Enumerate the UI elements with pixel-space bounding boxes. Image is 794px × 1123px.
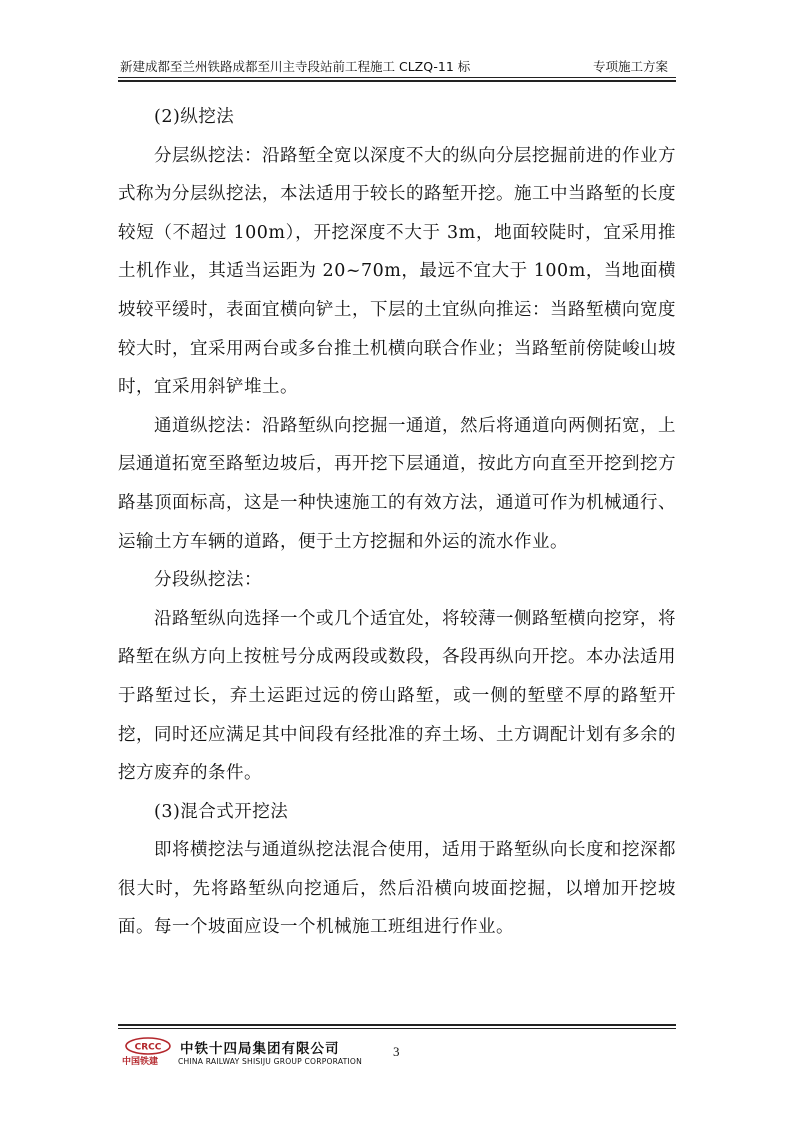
company-name-cn: 中铁十四局集团有限公司	[180, 1041, 340, 1057]
paragraph-segment-heading: 分段纵挖法：	[154, 570, 262, 591]
paragraph-mixed-excavation: 即将横挖法与通道纵挖法混合使用，适用于路堑纵向长度和挖深都很大时，先将路堑纵向挖通后，然后沿横向坡面挖掘，以增加开挖坡面。每一个坡面应设一个机械施工班组进行作业。	[118, 840, 676, 938]
section-heading-mixed: (3)混合式开挖法	[154, 801, 289, 822]
header-rule	[118, 77, 676, 78]
document-body	[118, 98, 676, 947]
footer-rule-thick	[118, 1024, 676, 1026]
footer-rule	[118, 1028, 676, 1029]
page-number: 3	[393, 1044, 400, 1059]
page-header	[118, 57, 676, 75]
header-document-type: 专项施工方案	[592, 59, 668, 74]
paragraph-channel-excavation: 通道纵挖法：沿路堑纵向挖掘一通道，然后将通道向两侧拓宽，上层通道拓宽至路堑边坡后，再开挖下层通道，按此方向直至开挖到挖方路基顶面标高，这是一种快速施工的有效方法，通道可作为机械通行、运输土方车辆的道路，便于土方挖掘和外运的流水作业。	[118, 415, 676, 552]
company-name-en: CHINA RAILWAY SHISIJU GROUP CORPORATION	[178, 1057, 362, 1066]
logo-subtitle: 中国铁建	[122, 1057, 159, 1067]
paragraph-segment-excavation: 沿路堑纵向选择一个或几个适宜处，将较薄一侧路堑横向挖穿，将路堑在纵方向上按桩号分成两段或数段，各段再纵向开挖。本办法适用于路堑过长，弃土运距过远的傍山路堑，或一侧的堑壁不厚的路堑开挖，同时还应满足其中间段有经批准的弃土场、土方调配计划有多余的挖方废弃的条件。	[118, 608, 676, 784]
header-rule-thick	[118, 80, 676, 82]
section-heading-longitudinal: (2)纵挖法	[154, 107, 235, 127]
logo-text: CRCC	[134, 1042, 162, 1053]
header-project-title: 新建成都至兰州铁路成都至川主寺段站前工程施工 CLZQ-11 标	[120, 59, 471, 74]
paragraph-layered-excavation: 分层纵挖法：沿路堑全宽以深度不大的纵向分层挖掘前进的作业方式称为分层纵挖法，本法适用于较长的路堑开挖。施工中当路堑的长度较短（不超过 100m），开挖深度不大于 3m，地面较陡时，宜采用推土机作业，其适当运距为 20~70m，最远不宜大于 100m，当地面横坡较平缓时，表面宜横向铲土，下层的土宜纵向推运：当路堑横向宽度较大时，宜采用两台或多台推土机横向联合作业；当路堑前傍陡峻山坡时，宜采用斜铲堆土。	[118, 145, 676, 398]
